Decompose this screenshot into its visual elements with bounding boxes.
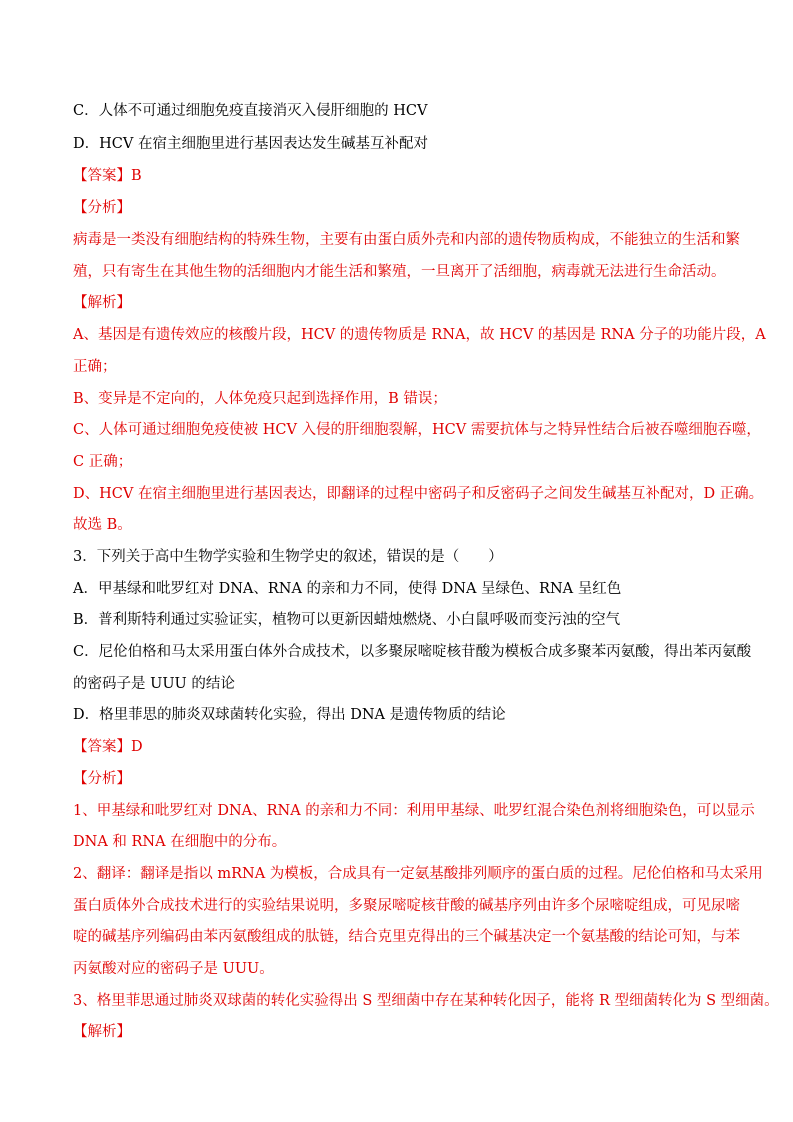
explanation-text: C、人体可通过细胞免疫使被 HCV 入侵的肝细胞裂解，HCV 需要抗体与之特异性结合后被吞噬细胞吞噬， bbox=[73, 422, 761, 438]
option-a-text: A．甲基绿和吡罗红对 DNA、RNA 的亲和力不同，使得 DNA 呈绿色、RNA 呈红色 bbox=[73, 581, 622, 597]
analysis-text: 丙氨酸对应的密码子是 UUU。 bbox=[73, 961, 274, 977]
answer-label: 【答案】B bbox=[73, 168, 142, 184]
analysis-heading: 【分析】 bbox=[73, 200, 131, 216]
option-c-text: 的密码子是 UUU 的结论 bbox=[73, 676, 235, 692]
conclusion-text: 故选 B。 bbox=[73, 517, 132, 533]
analysis-text: 1、甲基绿和吡罗红对 DNA、RNA 的亲和力不同：利用甲基绿、吡罗红混合染色剂将细胞染色，可以显示 bbox=[73, 803, 755, 819]
analysis-text: 啶的碱基序列编码由苯丙氨酸组成的肽链，结合克里克得出的三个碱基决定一个氨基酸的结论可知，与苯 bbox=[73, 929, 740, 945]
explanation-text: D、HCV 在宿主细胞里进行基因表达，即翻译的过程中密码子和反密码子之间发生碱基互补配对，D 正确。 bbox=[73, 486, 764, 502]
analysis-text: 殖，只有寄生在其他生物的活细胞内才能生活和繁殖，一旦离开了活细胞，病毒就无法进行生命活动。 bbox=[73, 264, 726, 280]
analysis-text: DNA 和 RNA 在细胞中的分布。 bbox=[73, 834, 287, 850]
explanation-text: C 正确； bbox=[73, 454, 133, 470]
option-c-text: C．人体不可通过细胞免疫直接消灭入侵肝细胞的 HCV bbox=[73, 103, 428, 119]
analysis-text: 病毒是一类没有细胞结构的特殊生物，主要有由蛋白质外壳和内部的遗传物质构成，不能独立的生活和繁 bbox=[73, 232, 740, 248]
analysis-text: 蛋白质体外合成技术进行的实验结果说明，多聚尿嘧啶核苷酸的碱基序列由许多个尿嘧啶组成，可见尿嘧 bbox=[73, 898, 740, 914]
explanation-text: B、变异是不定向的，人体免疫只起到选择作用，B 错误； bbox=[73, 391, 447, 407]
explanation-text: A、基因是有遗传效应的核酸片段，HCV 的遗传物质是 RNA，故 HCV 的基因是 RNA 分子的功能片段，A bbox=[73, 327, 766, 343]
explanation-heading: 【解析】 bbox=[73, 295, 131, 311]
analysis-text: 2、翻译：翻译是指以 mRNA 为模板，合成具有一定氨基酸排列顺序的蛋白质的过程。尼伦伯格和马太采用 bbox=[73, 866, 763, 882]
answer-label: 【答案】D bbox=[73, 739, 143, 755]
option-d-text: D．格里菲思的肺炎双球菌转化实验，得出 DNA 是遗传物质的结论 bbox=[73, 707, 506, 723]
option-c-text: C．尼伦伯格和马太采用蛋白体外合成技术，以多聚尿嘧啶核苷酸为模板合成多聚苯丙氨酸，得出苯丙氨酸 bbox=[73, 644, 752, 660]
explanation-text: 正确； bbox=[73, 359, 117, 375]
option-b-text: B．普利斯特利通过实验证实，植物可以更新因蜡烛燃烧、小白鼠呼吸而变污浊的空气 bbox=[73, 612, 621, 628]
option-d-text: D．HCV 在宿主细胞里进行基因表达发生碱基互补配对 bbox=[73, 136, 428, 152]
explanation-heading: 【解析】 bbox=[73, 1024, 131, 1040]
analysis-heading: 【分析】 bbox=[73, 771, 131, 787]
analysis-text: 3、格里菲思通过肺炎双球菌的转化实验得出 S 型细菌中存在某种转化因子，能将 R 型细菌转化为 S 型细菌。 bbox=[73, 993, 779, 1009]
question-3-stem: 3．下列关于高中生物学实验和生物学史的叙述，错误的是（ ） bbox=[73, 549, 503, 565]
